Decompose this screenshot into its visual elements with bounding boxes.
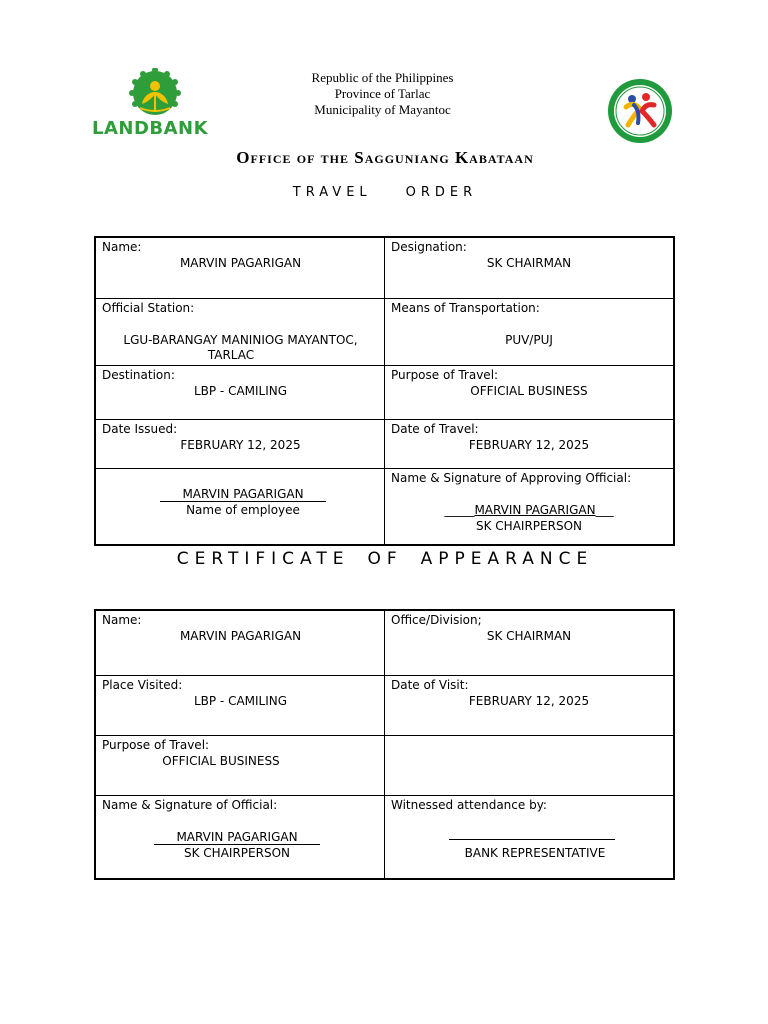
witness-cell [385, 796, 673, 878]
employee-signature-cell [96, 469, 385, 544]
visit-date-value: FEBRUARY 12, 2025 [468, 694, 590, 708]
table-row [96, 675, 673, 735]
table-row [96, 365, 673, 419]
travel-date-cell [385, 420, 673, 468]
landbank-logo [90, 68, 220, 140]
cert-office-value: SK CHAIRMAN [486, 629, 572, 643]
certificate-title [160, 549, 610, 569]
approving-suffix: ___ [595, 503, 614, 517]
issued-value: FEBRUARY 12, 2025 [180, 438, 301, 452]
table-row [96, 468, 673, 544]
official-name: MARVIN PAGARIGAN [154, 830, 320, 845]
designation-value: SK CHAIRMAN [486, 256, 572, 270]
station-label: Official Station: [102, 301, 195, 315]
station-value-line2: TARLAC [207, 348, 255, 362]
cert-name-value: MARVIN PAGARIGAN [179, 629, 302, 643]
office-title: Office of the Sagguniang Kabataan [236, 148, 534, 167]
approving-title: SK CHAIRPERSON [476, 519, 582, 533]
issued-cell [96, 420, 385, 468]
table-row [96, 735, 673, 795]
place-label: Place Visited: [102, 678, 183, 692]
official-label: Name & Signature of Official: [102, 798, 278, 812]
witness-label: Witnessed attendance by: [391, 798, 547, 812]
purpose-cell [385, 366, 673, 419]
travel-date-label: Date of Travel: [391, 422, 479, 436]
approving-signature-line [385, 503, 673, 517]
table-row [96, 419, 673, 468]
certificate-word2: OF [367, 549, 403, 569]
landbank-wordmark: LANDBANK [92, 118, 209, 139]
cert-purpose-label: Purpose of Travel: [102, 738, 210, 752]
issued-label: Date Issued: [102, 422, 178, 436]
table-row [96, 298, 673, 365]
landbank-emblem-icon [126, 68, 184, 118]
name-label: Name: [102, 240, 142, 254]
name-cell [96, 238, 385, 298]
purpose-value: OFFICIAL BUSINESS [470, 384, 588, 398]
certificate-word1: CERTIFICATE [176, 549, 350, 569]
certificate-table [94, 609, 675, 880]
cert-purpose-cell [96, 736, 385, 795]
table-row [96, 611, 673, 675]
sk-seal [604, 77, 676, 145]
cert-purpose-value: OFFICIAL BUSINESS [162, 754, 280, 768]
employee-caption: Name of employee [186, 503, 300, 517]
destination-value: LBP - CAMILING [193, 384, 288, 398]
cert-office-cell [385, 611, 673, 675]
visit-date-cell [385, 676, 673, 735]
approving-cell [385, 469, 673, 544]
travel-order-table [94, 236, 675, 546]
official-cell [96, 796, 385, 878]
approving-label: Name & Signature of Approving Official: [391, 471, 632, 485]
certificate-word3: APPEARANCE [420, 549, 594, 569]
travel-order-word1: TRAVEL [292, 185, 372, 200]
witness-signature-line [449, 839, 615, 840]
visit-date-label: Date of Visit: [391, 678, 469, 692]
table-row [96, 238, 673, 298]
empty-cell [385, 736, 673, 795]
witness-title: BANK REPRESENTATIVE [464, 846, 606, 860]
transport-label: Means of Transportation: [391, 301, 540, 315]
travel-order-title [230, 185, 540, 200]
approving-name: MARVIN PAGARIGAN [474, 503, 596, 517]
purpose-label: Purpose of Travel: [391, 368, 499, 382]
cert-name-cell [96, 611, 385, 675]
header-republic: Republic of the Philippines [311, 70, 454, 85]
travel-date-value: FEBRUARY 12, 2025 [468, 438, 590, 452]
name-value: MARVIN PAGARIGAN [179, 256, 302, 270]
approving-prefix: _____ [444, 503, 475, 517]
destination-cell [96, 366, 385, 419]
destination-label: Destination: [102, 368, 175, 382]
cert-office-label: Office/Division; [391, 613, 482, 627]
table-row [96, 795, 673, 878]
employee-signature: MARVIN PAGARIGAN [160, 487, 326, 502]
sk-seal-icon [604, 77, 676, 145]
transport-cell [385, 299, 673, 365]
travel-order-word2: ORDER [405, 185, 478, 200]
station-value-line1: LGU-BARANGAY MANINIOG MAYANTOC, [123, 333, 358, 347]
place-cell [96, 676, 385, 735]
cert-name-label: Name: [102, 613, 142, 627]
header-municipality: Municipality of Mayantoc [314, 102, 451, 117]
place-value: LBP - CAMILING [193, 694, 288, 708]
designation-label: Designation: [391, 240, 467, 254]
designation-cell [385, 238, 673, 298]
transport-value: PUV/PUJ [505, 333, 553, 347]
header-province: Province of Tarlac [334, 86, 431, 101]
official-title: SK CHAIRPERSON [184, 846, 290, 860]
station-cell [96, 299, 385, 365]
